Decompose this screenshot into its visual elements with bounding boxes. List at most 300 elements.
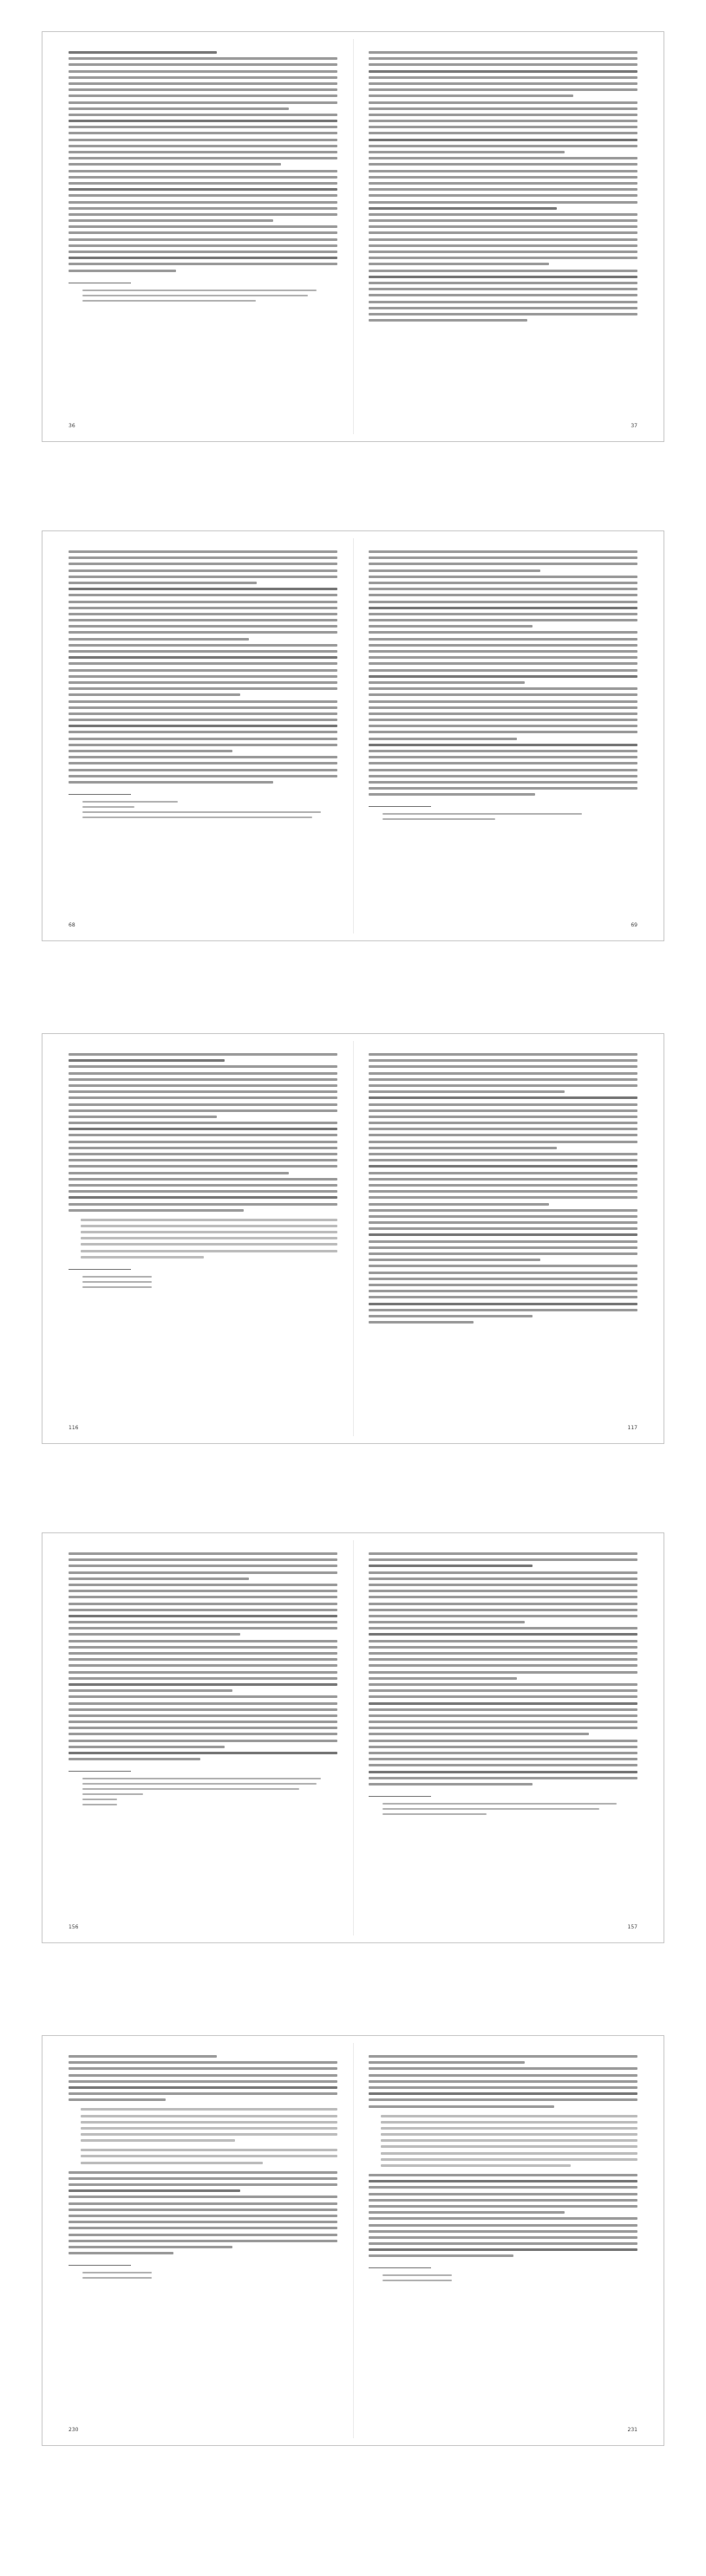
text-line <box>69 1702 337 1705</box>
footnote <box>369 1813 637 1815</box>
text-line <box>69 744 337 746</box>
text-line <box>369 2199 637 2202</box>
text-line <box>369 1072 637 1075</box>
text-line <box>369 550 637 553</box>
text-line <box>69 781 273 784</box>
text-line <box>369 625 533 628</box>
body-text <box>369 550 637 796</box>
text-line <box>369 1184 637 1187</box>
text-line <box>69 244 337 247</box>
text-line <box>69 2086 337 2089</box>
text-line <box>69 1147 337 1149</box>
text-line <box>369 719 637 721</box>
text-line <box>69 576 337 578</box>
text-line <box>369 1590 637 1592</box>
text-line <box>69 1558 337 1561</box>
text-line <box>369 1053 637 1056</box>
text-line <box>369 1321 474 1324</box>
text-line <box>369 1658 637 1661</box>
text-line <box>69 2074 337 2077</box>
text-line <box>81 2121 337 2124</box>
text-line <box>381 2158 637 2161</box>
text-line <box>69 188 337 191</box>
text-line <box>369 769 637 771</box>
text-line <box>369 1664 637 1667</box>
text-line <box>369 569 540 572</box>
text-line <box>369 101 637 104</box>
text-line <box>369 1627 637 1630</box>
text-line <box>69 1059 225 1062</box>
footnote <box>69 811 337 813</box>
text-line <box>369 601 637 603</box>
text-line <box>369 1134 637 1136</box>
page-number: 230 <box>69 2427 79 2433</box>
text-line <box>369 1272 637 1274</box>
text-line <box>69 2252 173 2254</box>
footnote <box>369 818 637 820</box>
text-line <box>69 63 337 66</box>
text-line <box>369 1147 557 1149</box>
footnote <box>369 1803 637 1805</box>
text-line <box>369 2067 637 2070</box>
text-line <box>369 70 637 73</box>
text-line <box>369 756 637 758</box>
text-line <box>69 1153 337 1155</box>
text-line <box>69 1752 337 1754</box>
text-line <box>369 2180 637 2182</box>
text-line <box>369 1240 637 1243</box>
text-line <box>369 1059 637 1062</box>
text-line <box>369 594 637 596</box>
text-line <box>369 1689 637 1692</box>
text-line <box>369 207 557 210</box>
body-text <box>369 51 637 322</box>
text-line <box>81 1225 337 1227</box>
page-number: 156 <box>69 1924 79 1930</box>
text-line <box>369 76 637 79</box>
text-line <box>369 1609 637 1611</box>
text-line <box>369 2055 637 2058</box>
text-line <box>69 556 337 559</box>
text-line <box>369 282 637 284</box>
text-line <box>69 1184 337 1187</box>
text-line <box>369 2230 637 2233</box>
text-line <box>369 669 637 672</box>
text-line <box>69 1552 337 1555</box>
text-line <box>369 126 637 128</box>
body-text <box>69 2055 337 2101</box>
text-line <box>369 2242 637 2245</box>
right-page <box>353 531 664 940</box>
text-line <box>69 1603 337 1605</box>
text-line <box>69 550 337 553</box>
text-line <box>369 631 637 634</box>
text-line <box>69 1090 337 1093</box>
text-line <box>369 2193 637 2195</box>
text-line <box>69 76 337 79</box>
book-spread-3 <box>42 1033 664 1444</box>
text-line <box>369 1721 637 1723</box>
text-line <box>369 1584 637 1586</box>
footnote-rule <box>369 2267 431 2268</box>
text-line <box>69 1590 337 1592</box>
text-line <box>69 2208 337 2211</box>
text-line <box>69 706 337 709</box>
text-line <box>369 1758 637 1760</box>
text-line <box>369 63 637 66</box>
text-line <box>369 1296 637 1298</box>
text-line <box>369 1265 637 1267</box>
text-line <box>369 1552 637 1555</box>
text-line <box>69 213 337 216</box>
text-line <box>369 1652 637 1655</box>
text-line <box>369 706 637 709</box>
left-page <box>42 32 353 441</box>
text-line <box>69 1652 337 1655</box>
text-line <box>69 769 337 771</box>
text-line <box>369 613 637 615</box>
text-line <box>369 1259 540 1261</box>
text-line <box>369 1714 637 1717</box>
text-line <box>69 51 217 54</box>
text-line <box>69 238 337 241</box>
text-line <box>369 1178 637 1181</box>
footnote-rule <box>69 794 131 795</box>
text-line <box>369 107 637 110</box>
text-line <box>381 2115 637 2117</box>
body-text <box>69 550 337 784</box>
text-line <box>369 1165 637 1168</box>
text-line <box>69 644 337 647</box>
text-line <box>69 1671 337 1674</box>
text-line <box>69 631 337 634</box>
text-line <box>369 650 637 653</box>
text-line <box>369 82 637 85</box>
text-line <box>369 1764 637 1766</box>
footnote <box>69 1778 337 1779</box>
text-line <box>369 1633 637 1636</box>
body-text <box>369 1552 637 1786</box>
page-number: 69 <box>631 922 637 928</box>
text-line <box>69 1172 289 1174</box>
text-line <box>369 1196 637 1199</box>
text-line <box>69 775 337 777</box>
text-line <box>69 132 337 134</box>
text-line <box>69 625 337 628</box>
text-line <box>369 2098 637 2101</box>
text-line <box>69 687 337 690</box>
text-line <box>81 1237 337 1239</box>
text-line <box>369 1252 637 1255</box>
text-line <box>369 1621 525 1623</box>
text-line <box>369 556 637 559</box>
text-line <box>369 1677 517 1680</box>
book-spread-5 <box>42 2035 664 2446</box>
text-line <box>69 1584 337 1586</box>
text-line <box>69 157 337 159</box>
text-line <box>369 1640 637 1643</box>
text-line <box>369 120 637 122</box>
text-line <box>69 725 337 727</box>
text-line <box>369 170 637 172</box>
text-line <box>81 2162 263 2164</box>
text-line <box>369 619 637 621</box>
text-line <box>69 1564 337 1567</box>
text-line <box>369 1096 637 1099</box>
text-line <box>81 2108 337 2111</box>
text-line <box>369 288 637 290</box>
text-line <box>69 163 281 166</box>
text-line <box>69 1746 225 1748</box>
body-text <box>369 2055 637 2108</box>
text-line <box>69 207 337 210</box>
text-line <box>81 1256 204 1259</box>
text-line <box>369 301 637 303</box>
text-line <box>369 1564 533 1567</box>
text-line <box>69 1627 337 1630</box>
text-line <box>369 257 637 259</box>
text-line <box>369 1084 637 1087</box>
text-line <box>369 693 637 696</box>
text-line <box>369 1159 637 1161</box>
text-line <box>69 2061 337 2064</box>
text-line <box>369 1078 637 1081</box>
text-line <box>369 263 549 265</box>
text-line <box>69 1053 337 1056</box>
text-line <box>69 1116 217 1118</box>
text-line <box>369 662 637 665</box>
text-line <box>69 1159 337 1161</box>
text-line <box>81 2149 337 2151</box>
text-line <box>369 244 637 247</box>
text-line <box>369 2224 637 2227</box>
text-line <box>369 88 637 91</box>
text-line <box>369 775 637 777</box>
text-line <box>369 1122 637 1124</box>
footnote <box>69 1793 337 1795</box>
text-line <box>69 2215 337 2217</box>
text-line <box>69 250 337 253</box>
text-line <box>369 1695 637 1698</box>
text-line <box>69 2195 337 2198</box>
text-line <box>69 2080 337 2083</box>
text-line <box>369 176 637 179</box>
text-line <box>369 762 637 764</box>
text-line <box>69 656 337 659</box>
text-line <box>369 725 637 727</box>
right-page <box>353 1034 664 1443</box>
text-line <box>369 188 637 191</box>
text-line <box>69 57 337 60</box>
text-line <box>369 231 637 234</box>
text-line <box>69 2171 337 2174</box>
text-line <box>69 1714 337 1717</box>
text-line <box>369 182 637 185</box>
text-line <box>69 2055 217 2058</box>
text-line <box>69 638 249 641</box>
text-line <box>69 2183 337 2186</box>
text-line <box>81 1219 337 1221</box>
text-line <box>69 2098 166 2101</box>
text-line <box>369 94 573 97</box>
text-line <box>369 1128 637 1130</box>
footnote <box>69 1804 337 1805</box>
text-line <box>369 57 637 60</box>
text-line <box>369 563 637 565</box>
text-line <box>369 1221 637 1224</box>
text-line <box>381 2133 637 2136</box>
text-line <box>369 1116 637 1118</box>
text-line <box>69 669 337 672</box>
text-line <box>369 2211 565 2214</box>
text-line <box>369 656 637 659</box>
text-line <box>69 1646 337 1649</box>
text-line <box>381 2139 637 2142</box>
text-line <box>369 1646 637 1649</box>
text-line <box>69 1577 249 1580</box>
body-text <box>69 1552 337 1760</box>
text-line <box>369 787 637 790</box>
text-line <box>369 1090 565 1093</box>
body-text <box>369 1053 637 1324</box>
text-line <box>381 2145 637 2148</box>
text-line <box>369 1203 549 1206</box>
body-text <box>69 51 337 272</box>
text-line <box>81 1231 337 1233</box>
text-line <box>69 756 337 758</box>
text-line <box>69 114 337 116</box>
text-line <box>381 2152 637 2155</box>
text-line <box>69 263 337 265</box>
text-line <box>69 1096 337 1099</box>
text-line <box>369 1278 637 1280</box>
text-line <box>69 2177 337 2180</box>
text-line <box>69 693 240 696</box>
text-line <box>369 132 637 134</box>
text-line <box>69 2234 337 2236</box>
text-line <box>69 1633 240 1636</box>
right-page <box>353 1533 664 1942</box>
text-line <box>369 781 637 784</box>
text-line <box>369 1558 637 1561</box>
text-line <box>81 1243 337 1246</box>
text-line <box>69 2221 337 2223</box>
text-line <box>69 1203 337 1206</box>
text-line <box>69 601 337 603</box>
text-line <box>369 1303 637 1305</box>
text-line <box>69 569 337 572</box>
text-line <box>69 231 337 234</box>
text-line <box>369 700 637 703</box>
text-line <box>369 582 637 584</box>
text-line <box>69 1178 337 1181</box>
text-line <box>369 1752 637 1754</box>
text-line <box>369 1571 637 1574</box>
text-line <box>69 613 337 615</box>
block-quote <box>81 2108 337 2142</box>
text-line <box>69 1141 337 1143</box>
text-line <box>69 738 337 740</box>
text-line <box>369 1615 637 1617</box>
text-line <box>69 194 337 197</box>
text-line <box>69 1721 337 1723</box>
text-line <box>369 644 637 647</box>
text-line <box>69 588 337 590</box>
text-line <box>69 1609 337 1611</box>
text-line <box>369 1190 637 1193</box>
text-line <box>369 2205 637 2208</box>
text-line <box>369 750 637 752</box>
text-line <box>69 731 337 733</box>
text-line <box>81 1250 337 1252</box>
text-line <box>369 687 637 690</box>
text-line <box>369 681 525 684</box>
footnote-rule <box>369 1796 431 1797</box>
text-line <box>69 70 337 73</box>
text-line <box>369 1727 637 1729</box>
footnote <box>69 1286 337 1288</box>
text-line <box>69 270 176 272</box>
text-line <box>369 307 637 309</box>
text-line <box>369 1596 637 1598</box>
text-line <box>369 276 637 278</box>
text-line <box>369 319 527 322</box>
page-number: 157 <box>627 1924 637 1930</box>
text-line <box>369 213 637 216</box>
text-line <box>69 1740 337 1742</box>
text-line <box>69 607 337 609</box>
text-line <box>69 712 337 715</box>
text-line <box>69 1727 337 1729</box>
text-line <box>369 588 637 590</box>
book-spread-2 <box>42 530 664 941</box>
footnote <box>69 801 337 803</box>
right-page <box>353 32 664 441</box>
text-line <box>69 582 257 584</box>
text-line <box>369 1290 637 1292</box>
text-line <box>369 607 637 609</box>
page-number: 37 <box>631 423 637 429</box>
footnote <box>69 300 337 302</box>
text-line <box>369 2080 637 2083</box>
text-line <box>69 1128 337 1130</box>
text-line <box>69 2067 337 2070</box>
text-line <box>381 2127 637 2130</box>
text-line <box>69 1084 337 1087</box>
text-line <box>69 151 337 153</box>
text-line <box>69 176 337 179</box>
text-line <box>369 793 535 796</box>
text-line <box>369 738 517 740</box>
text-line <box>69 700 337 703</box>
text-line <box>369 2061 525 2064</box>
footnote <box>369 2280 637 2281</box>
footnote <box>69 1276 337 1278</box>
text-line <box>369 1109 637 1112</box>
text-line <box>69 619 337 621</box>
body-text <box>369 2174 637 2257</box>
body-text <box>69 2171 337 2254</box>
text-line <box>369 1209 637 1212</box>
text-line <box>69 1689 232 1692</box>
text-line <box>369 194 637 197</box>
text-line <box>369 313 637 315</box>
right-page <box>353 2036 664 2445</box>
text-line <box>369 1172 637 1174</box>
text-line <box>369 1103 637 1106</box>
text-line <box>69 1758 200 1760</box>
footnote <box>369 813 637 815</box>
